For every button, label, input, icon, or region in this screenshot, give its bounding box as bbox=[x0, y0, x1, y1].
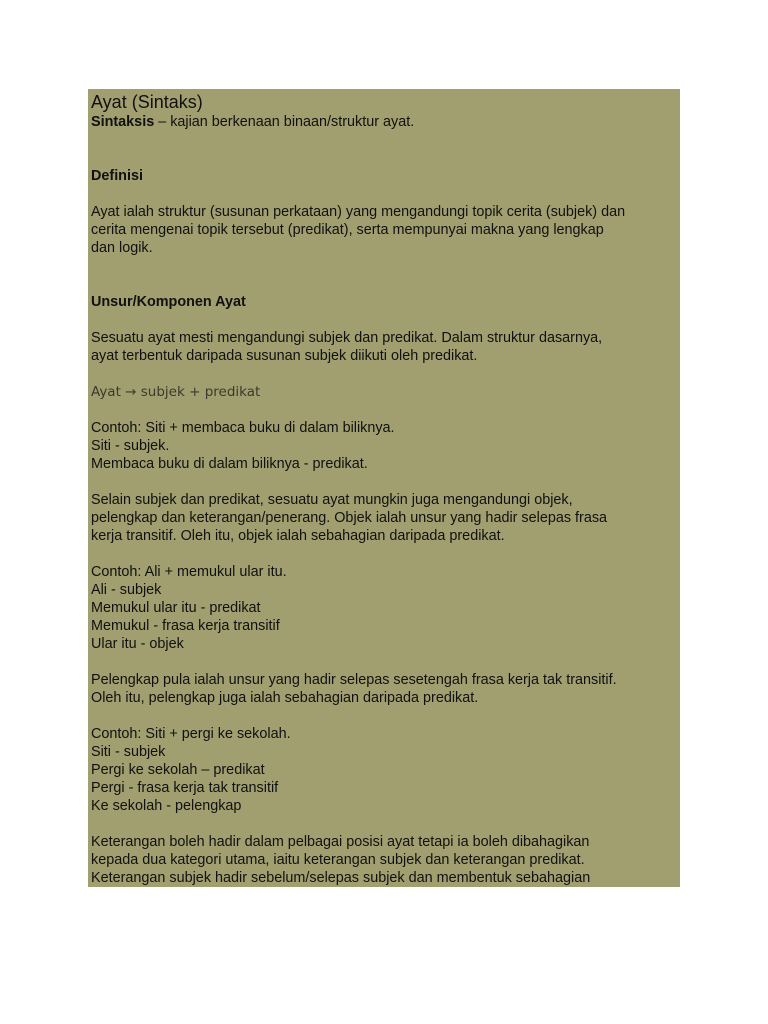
paragraph-line: Keterangan boleh hadir dalam pelbagai posisi ayat tetapi ia boleh dibahagikan bbox=[91, 834, 590, 850]
example-block-1 bbox=[91, 419, 676, 473]
paragraph-line: Keterangan subjek hadir sebelum/selepas subjek dan membentuk sebahagian bbox=[91, 870, 591, 886]
definisi-heading: Definisi bbox=[91, 168, 143, 184]
paragraph-line: cerita mengenai topik tersebut (predikat), serta mempunyai makna yang lengkap bbox=[91, 222, 604, 238]
paragraph-line: Ayat ialah struktur (susunan perkataan) yang mengandungi topik cerita (subjek) dan bbox=[91, 204, 626, 220]
document-title: Ayat (Sintaks) bbox=[91, 92, 203, 112]
example-line: Ular itu - objek bbox=[91, 636, 184, 652]
example-line: Contoh: Siti + pergi ke sekolah. bbox=[91, 726, 291, 742]
paragraph-line: Sesuatu ayat mesti mengandungi subjek dan predikat. Dalam struktur dasarnya, bbox=[91, 330, 603, 346]
example-line: Contoh: Ali + memukul ular itu. bbox=[91, 564, 287, 580]
pelengkap-paragraph bbox=[91, 671, 676, 707]
example-line: Ke sekolah - pelengkap bbox=[91, 798, 242, 814]
example-line: Pergi ke sekolah – predikat bbox=[91, 762, 265, 778]
example-line: Siti - subjek. bbox=[91, 438, 170, 454]
formula-line: Ayat → subjek + predikat bbox=[91, 384, 261, 400]
example-line: Membaca buku di dalam biliknya - predikat. bbox=[91, 456, 368, 472]
paragraph-line: Oleh itu, pelengkap juga ialah sebahagian daripada predikat. bbox=[91, 690, 479, 706]
paragraph-line: ayat terbentuk daripada susunan subjek diikuti oleh predikat. bbox=[91, 348, 478, 364]
example-line: Memukul ular itu - predikat bbox=[91, 600, 261, 616]
document-content bbox=[88, 89, 680, 887]
paragraph-line: Pelengkap pula ialah unsur yang hadir selepas sesetengah frasa kerja tak transitif. bbox=[91, 672, 617, 688]
intro-term: Sintaksis bbox=[91, 114, 155, 130]
example-line: Siti - subjek bbox=[91, 744, 166, 760]
example-line: Pergi - frasa kerja tak transitif bbox=[91, 780, 279, 796]
example-block-3 bbox=[91, 725, 676, 815]
intro-line bbox=[91, 113, 676, 131]
definisi-paragraph bbox=[91, 203, 676, 257]
paragraph-line: kepada dua kategori utama, iaitu keterangan subjek dan keterangan predikat. bbox=[91, 852, 585, 868]
unsur-paragraph bbox=[91, 329, 676, 365]
unsur-heading: Unsur/Komponen Ayat bbox=[91, 294, 246, 310]
example-line: Contoh: Siti + membaca buku di dalam biliknya. bbox=[91, 420, 395, 436]
intro-rest: – kajian berkenaan binaan/struktur ayat. bbox=[154, 114, 415, 130]
keterangan-paragraph bbox=[91, 833, 676, 887]
example-block-2 bbox=[91, 563, 676, 653]
selain-paragraph bbox=[91, 491, 676, 545]
paragraph-line: pelengkap dan keterangan/penerang. Objek ialah unsur yang hadir selepas frasa bbox=[91, 510, 608, 526]
example-line: Ali - subjek bbox=[91, 582, 162, 598]
paragraph-line: kerja transitif. Oleh itu, objek ialah sebahagian daripada predikat. bbox=[91, 528, 505, 544]
paragraph-line: Selain subjek dan predikat, sesuatu ayat mungkin juga mengandungi objek, bbox=[91, 492, 573, 508]
paragraph-line: dan logik. bbox=[91, 240, 153, 256]
example-line: Memukul - frasa kerja transitif bbox=[91, 618, 280, 634]
